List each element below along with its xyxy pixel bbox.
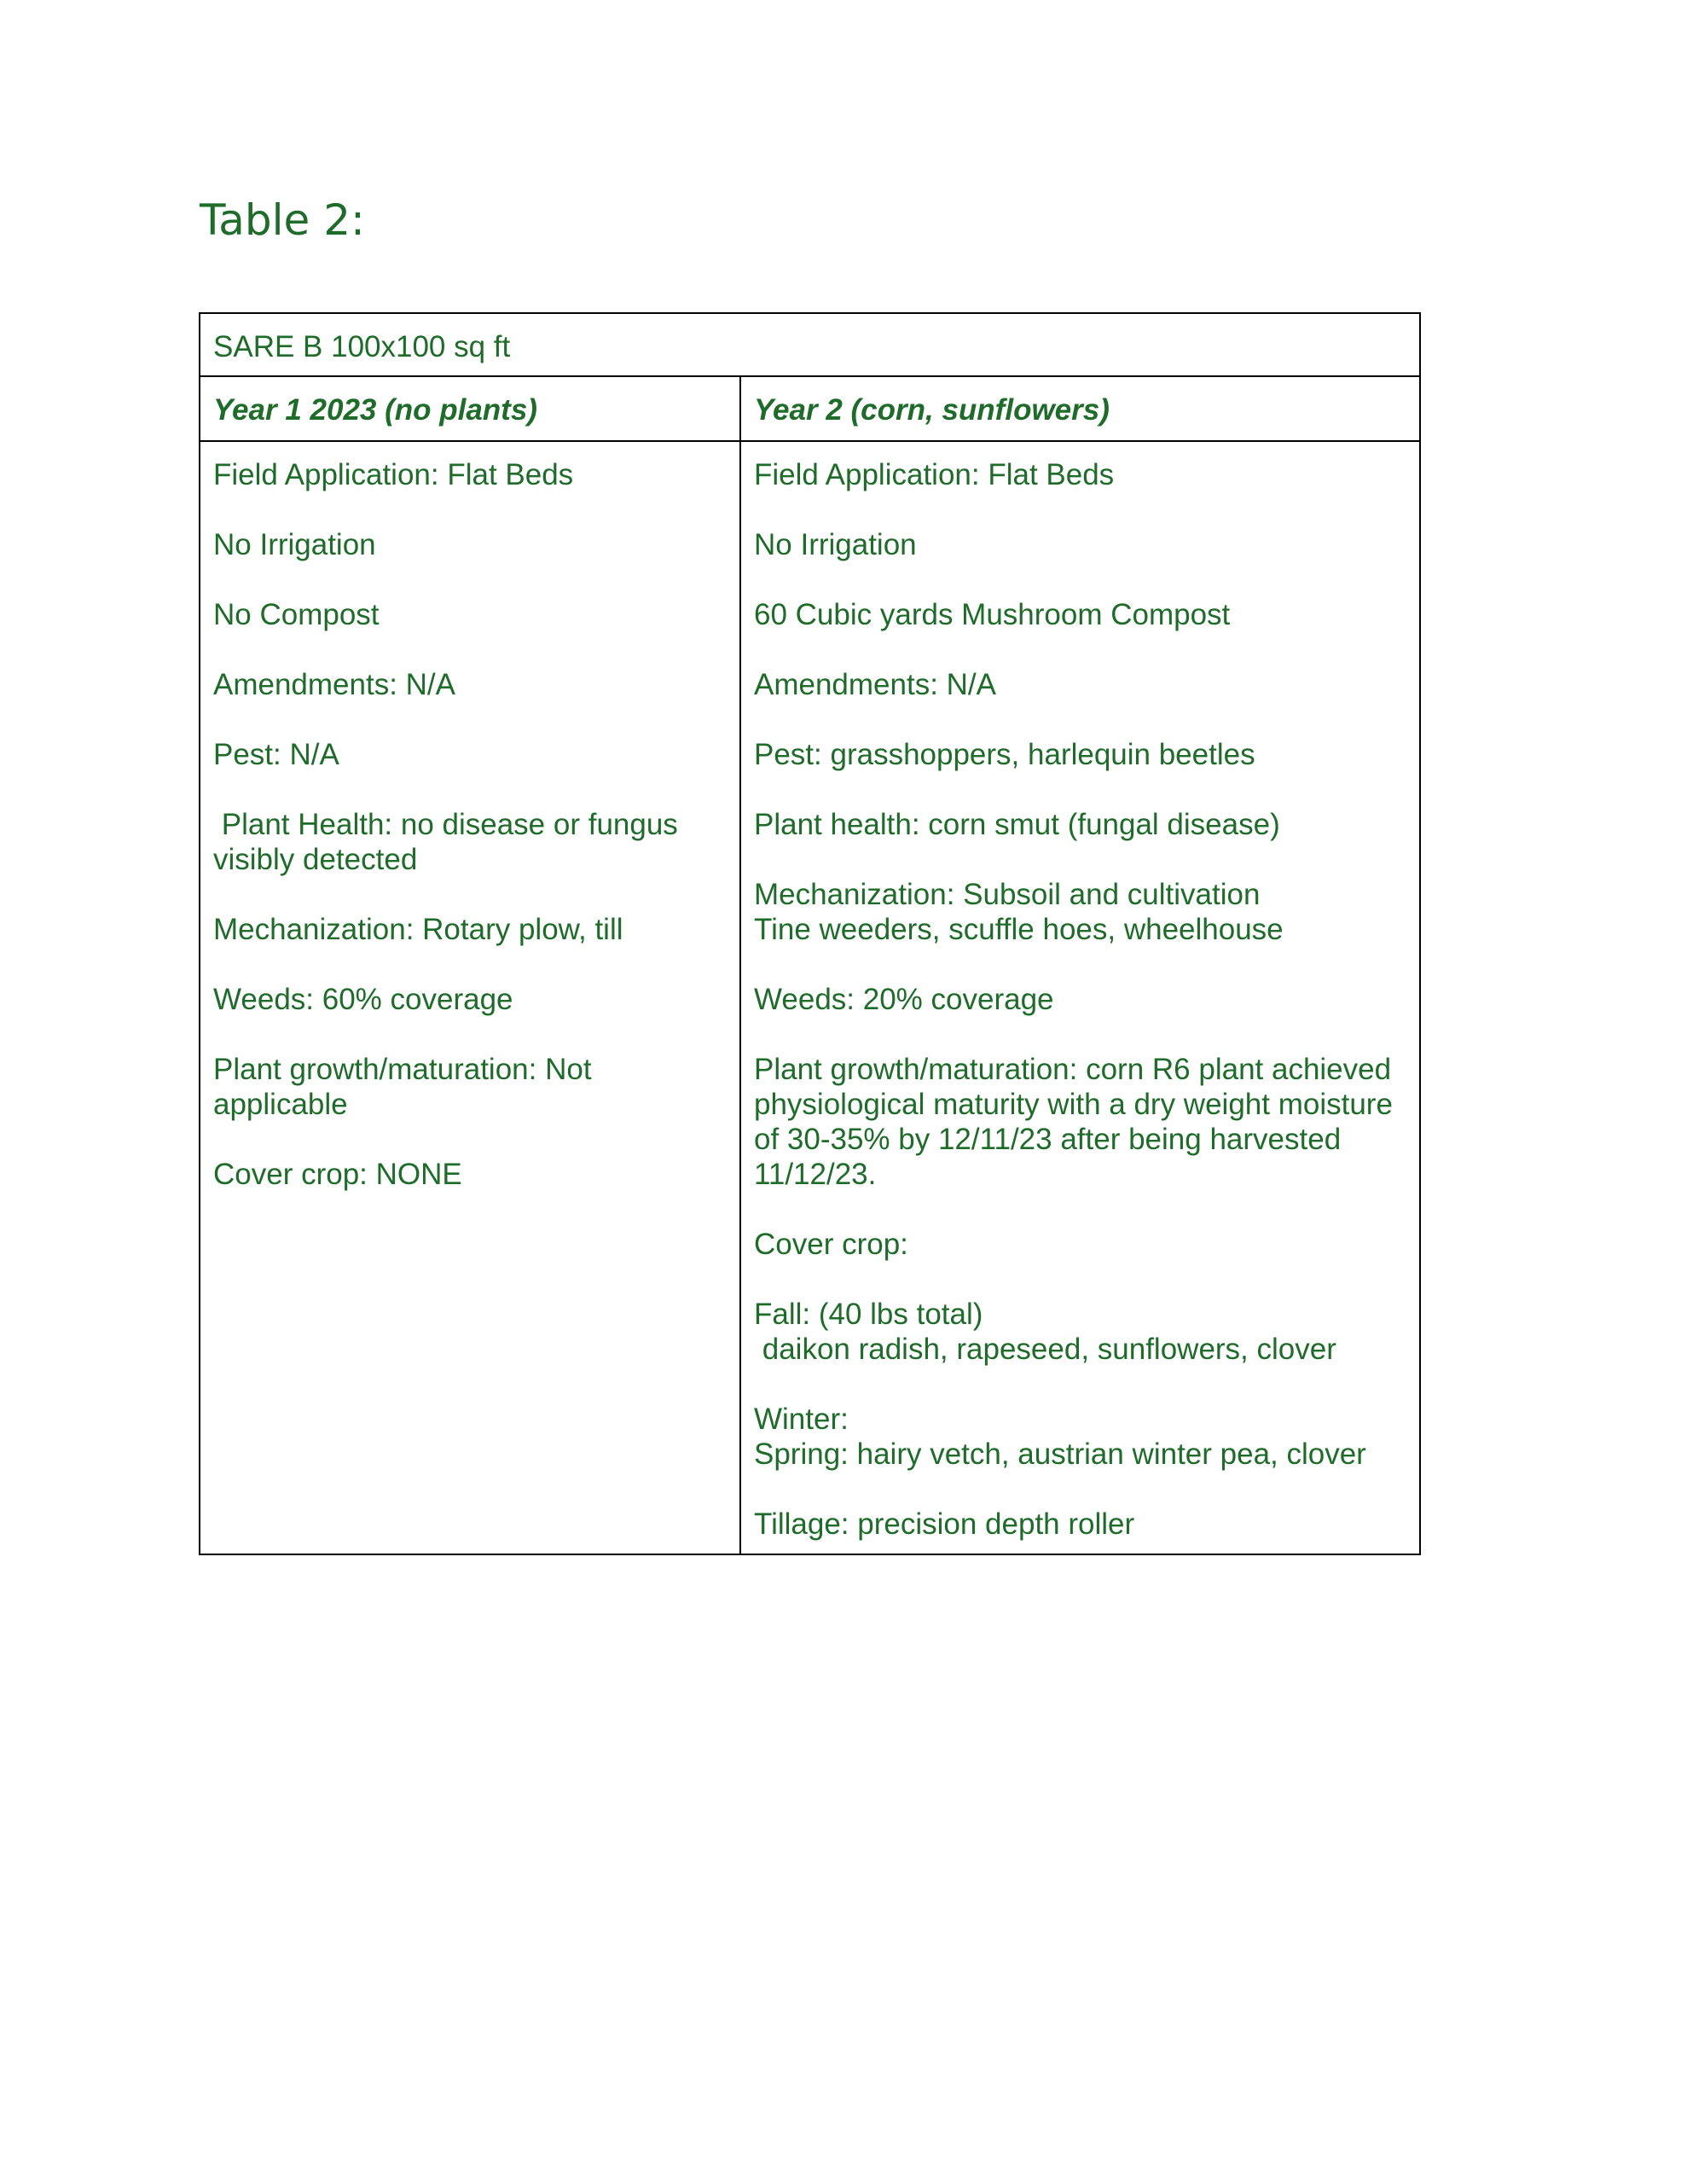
year2-details-cell [740, 441, 1420, 1554]
year1-pest: Pest: N/A [213, 738, 339, 771]
year1-details-cell [200, 441, 740, 1554]
table-title-cell: SARE B 100x100 sq ft [200, 313, 1420, 376]
year2-winter-cover: Winter: [754, 1403, 849, 1436]
year1-compost: No Compost [213, 598, 380, 631]
year1-weeds: Weeds: 60% coverage [213, 983, 513, 1016]
year2-spring-cover: Spring: hairy vetch, austrian winter pea, clover [754, 1438, 1366, 1471]
year2-plant-growth: Plant growth/maturation: corn R6 plant achieved physiological maturity with a dry weight moisture of 30-35% by 12/11/23 after being harvested 11/12/23. [754, 1053, 1401, 1191]
table-body-row [200, 441, 1420, 1554]
year2-plant-health: Plant health: corn smut (fungal disease) [754, 808, 1280, 841]
year2-irrigation: No Irrigation [754, 528, 917, 561]
year2-weeds: Weeds: 20% coverage [754, 983, 1054, 1016]
year1-mechanization: Mechanization: Rotary plow, till [213, 913, 623, 946]
year1-field-application: Field Application: Flat Beds [213, 458, 574, 491]
year2-field-application: Field Application: Flat Beds [754, 458, 1115, 491]
year2-fall-species: daikon radish, rapeseed, sunflowers, clover [754, 1333, 1336, 1366]
year2-cover-crop: Cover crop: [754, 1228, 908, 1261]
sare-b-table [199, 312, 1421, 1555]
year2-mechanization-tools: Tine weeders, scuffle hoes, wheelhouse [754, 913, 1284, 946]
year1-cover-crop: Cover crop: NONE [213, 1158, 462, 1191]
year2-pest: Pest: grasshoppers, harlequin beetles [754, 738, 1255, 771]
year2-compost: 60 Cubic yards Mushroom Compost [754, 598, 1231, 631]
year2-amendments: Amendments: N/A [754, 668, 996, 701]
year2-fall-cover: Fall: (40 lbs total) [754, 1298, 983, 1331]
year1-amendments: Amendments: N/A [213, 668, 455, 701]
year2-header: Year 2 (corn, sunflowers) [740, 376, 1420, 441]
year1-irrigation: No Irrigation [213, 528, 376, 561]
year1-header: Year 1 2023 (no plants) [200, 376, 740, 441]
year1-plant-health: Plant Health: no disease or fungus visibly detected [213, 808, 687, 876]
year1-plant-growth: Plant growth/maturation: Not applicable [213, 1053, 600, 1121]
year2-tillage: Tillage: precision depth roller [754, 1507, 1135, 1541]
table-header-row [200, 376, 1420, 441]
year2-mechanization: Mechanization: Subsoil and cultivation [754, 878, 1261, 911]
page-title: Table 2: [200, 195, 365, 245]
table-title-row [200, 313, 1420, 376]
